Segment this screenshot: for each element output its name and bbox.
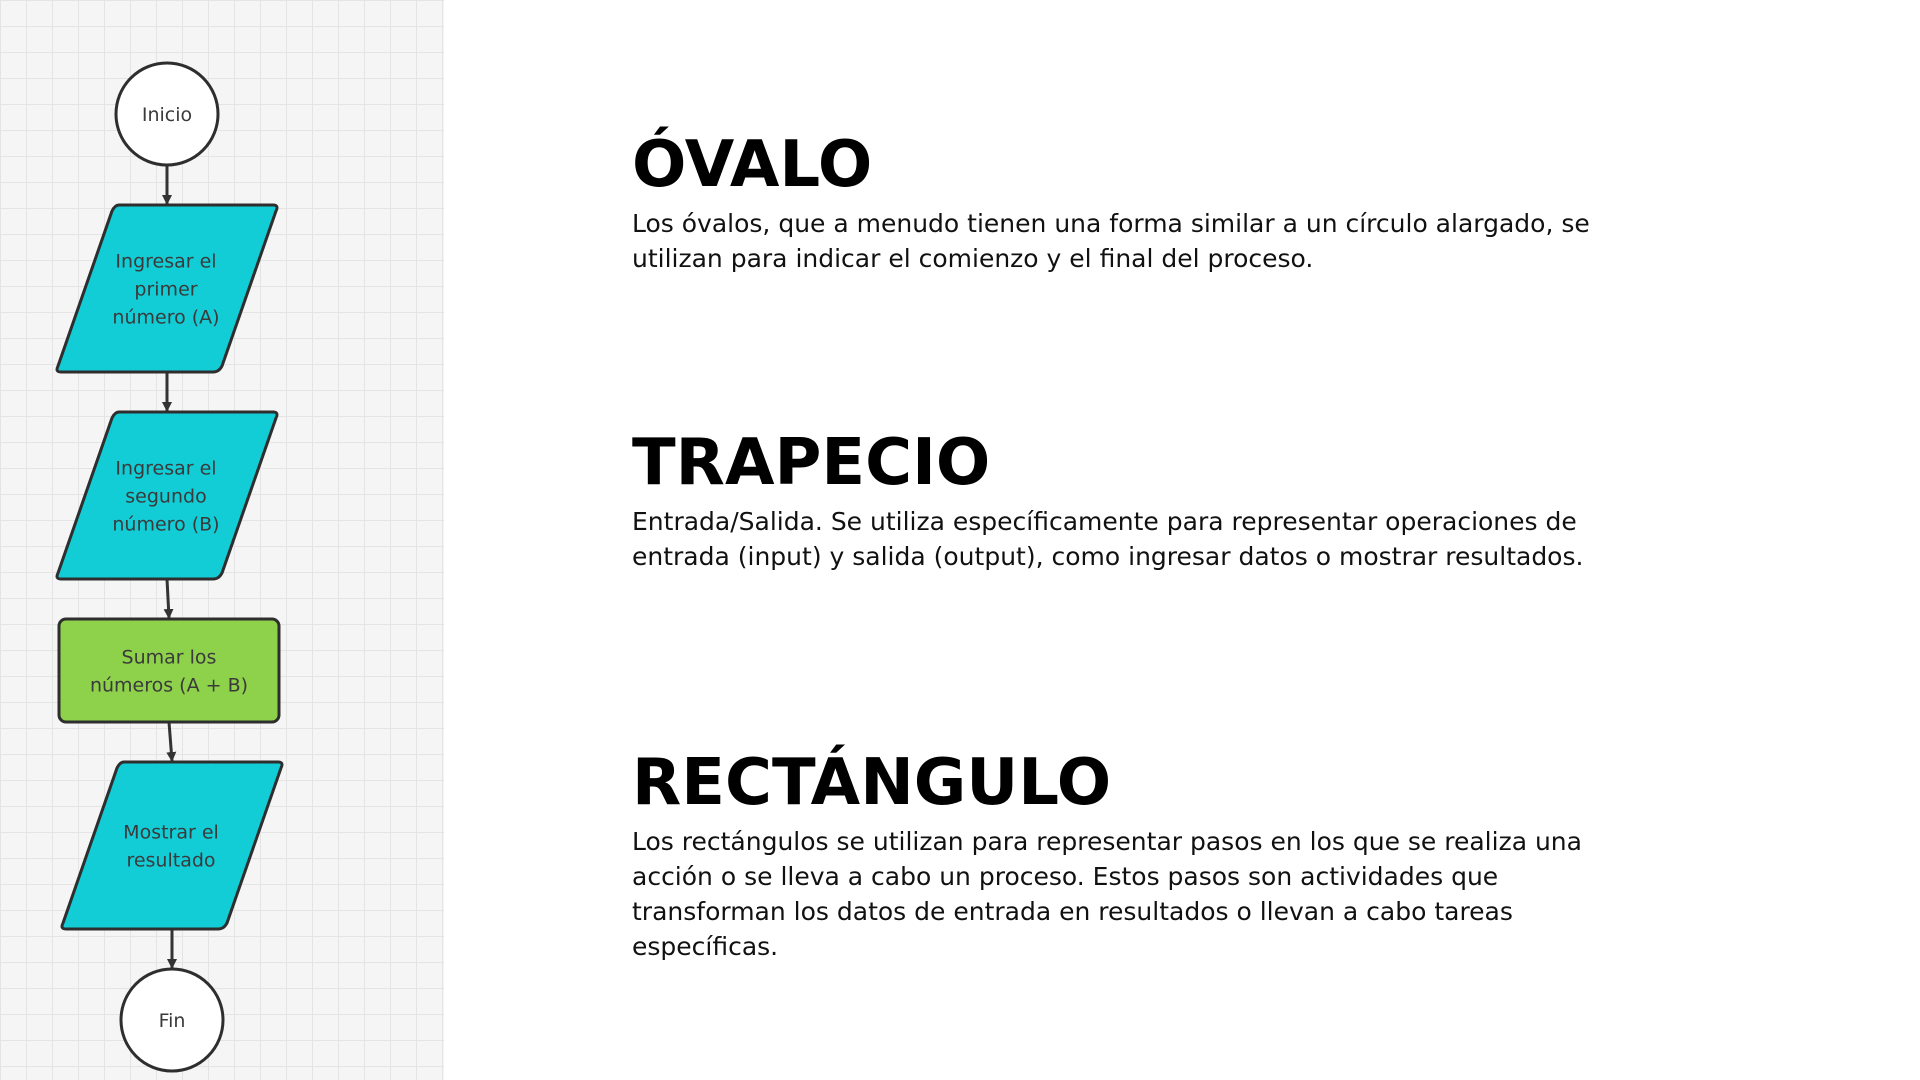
flow-node-output (62, 762, 282, 929)
flow-node-label: Fin (158, 1010, 186, 1032)
section-trapezoid-title: TRAPECIO (632, 426, 991, 500)
section-rectangle-body: Los rectángulos se utilizan para representar pasos en los que se realiza una acción o se lleva a cabo un proceso. Estos pasos son actividades que transforman los datos de entrada en resultados o llevan a cabo tareas específicas. (632, 827, 1582, 961)
flow-arrow-4 (169, 722, 172, 761)
flow-node-label: Inicio (141, 104, 193, 126)
section-rectangle-title: RECTÁNGULO (632, 746, 1112, 820)
flow-node-shape-output (62, 762, 282, 929)
flow-node-sum (59, 619, 279, 722)
flow-node-label: número (A) (112, 306, 220, 329)
flow-node-label: segundo (125, 485, 207, 508)
flow-node-label: primer (134, 278, 198, 301)
flow-node-label: Ingresar el (115, 250, 217, 273)
section-oval-body: Los óvalos, que a menudo tienen una forma similar a un círculo alargado, se utilizan para indicar el comienzo y el final del proceso. (632, 209, 1590, 273)
section-oval (632, 130, 1632, 276)
flow-node-start (116, 63, 218, 165)
flowchart-panel (0, 0, 444, 1080)
flowchart (0, 0, 444, 1080)
flow-node-end (121, 969, 223, 1071)
flow-node-label: Sumar los (121, 646, 217, 669)
section-rectangle (632, 748, 1632, 964)
flow-node-label: Mostrar el (123, 821, 219, 844)
flow-node-shape-sum (59, 619, 279, 722)
flow-node-label: resultado (126, 849, 216, 872)
section-trapezoid-body: Entrada/Salida. Se utiliza específicamente para representar operaciones de entrada (input) y salida (output), como ingresar datos o mostrar resultados. (632, 507, 1584, 571)
flow-node-label: Ingresar el (115, 457, 217, 480)
flow-node-input-a (57, 205, 277, 372)
flow-arrow-3 (167, 579, 169, 618)
flow-node-label: número (B) (112, 513, 220, 536)
section-oval-title: ÓVALO (632, 128, 873, 202)
flow-node-label: números (A + B) (89, 674, 249, 697)
flow-node-input-b (57, 412, 277, 579)
section-trapezoid (632, 428, 1632, 574)
